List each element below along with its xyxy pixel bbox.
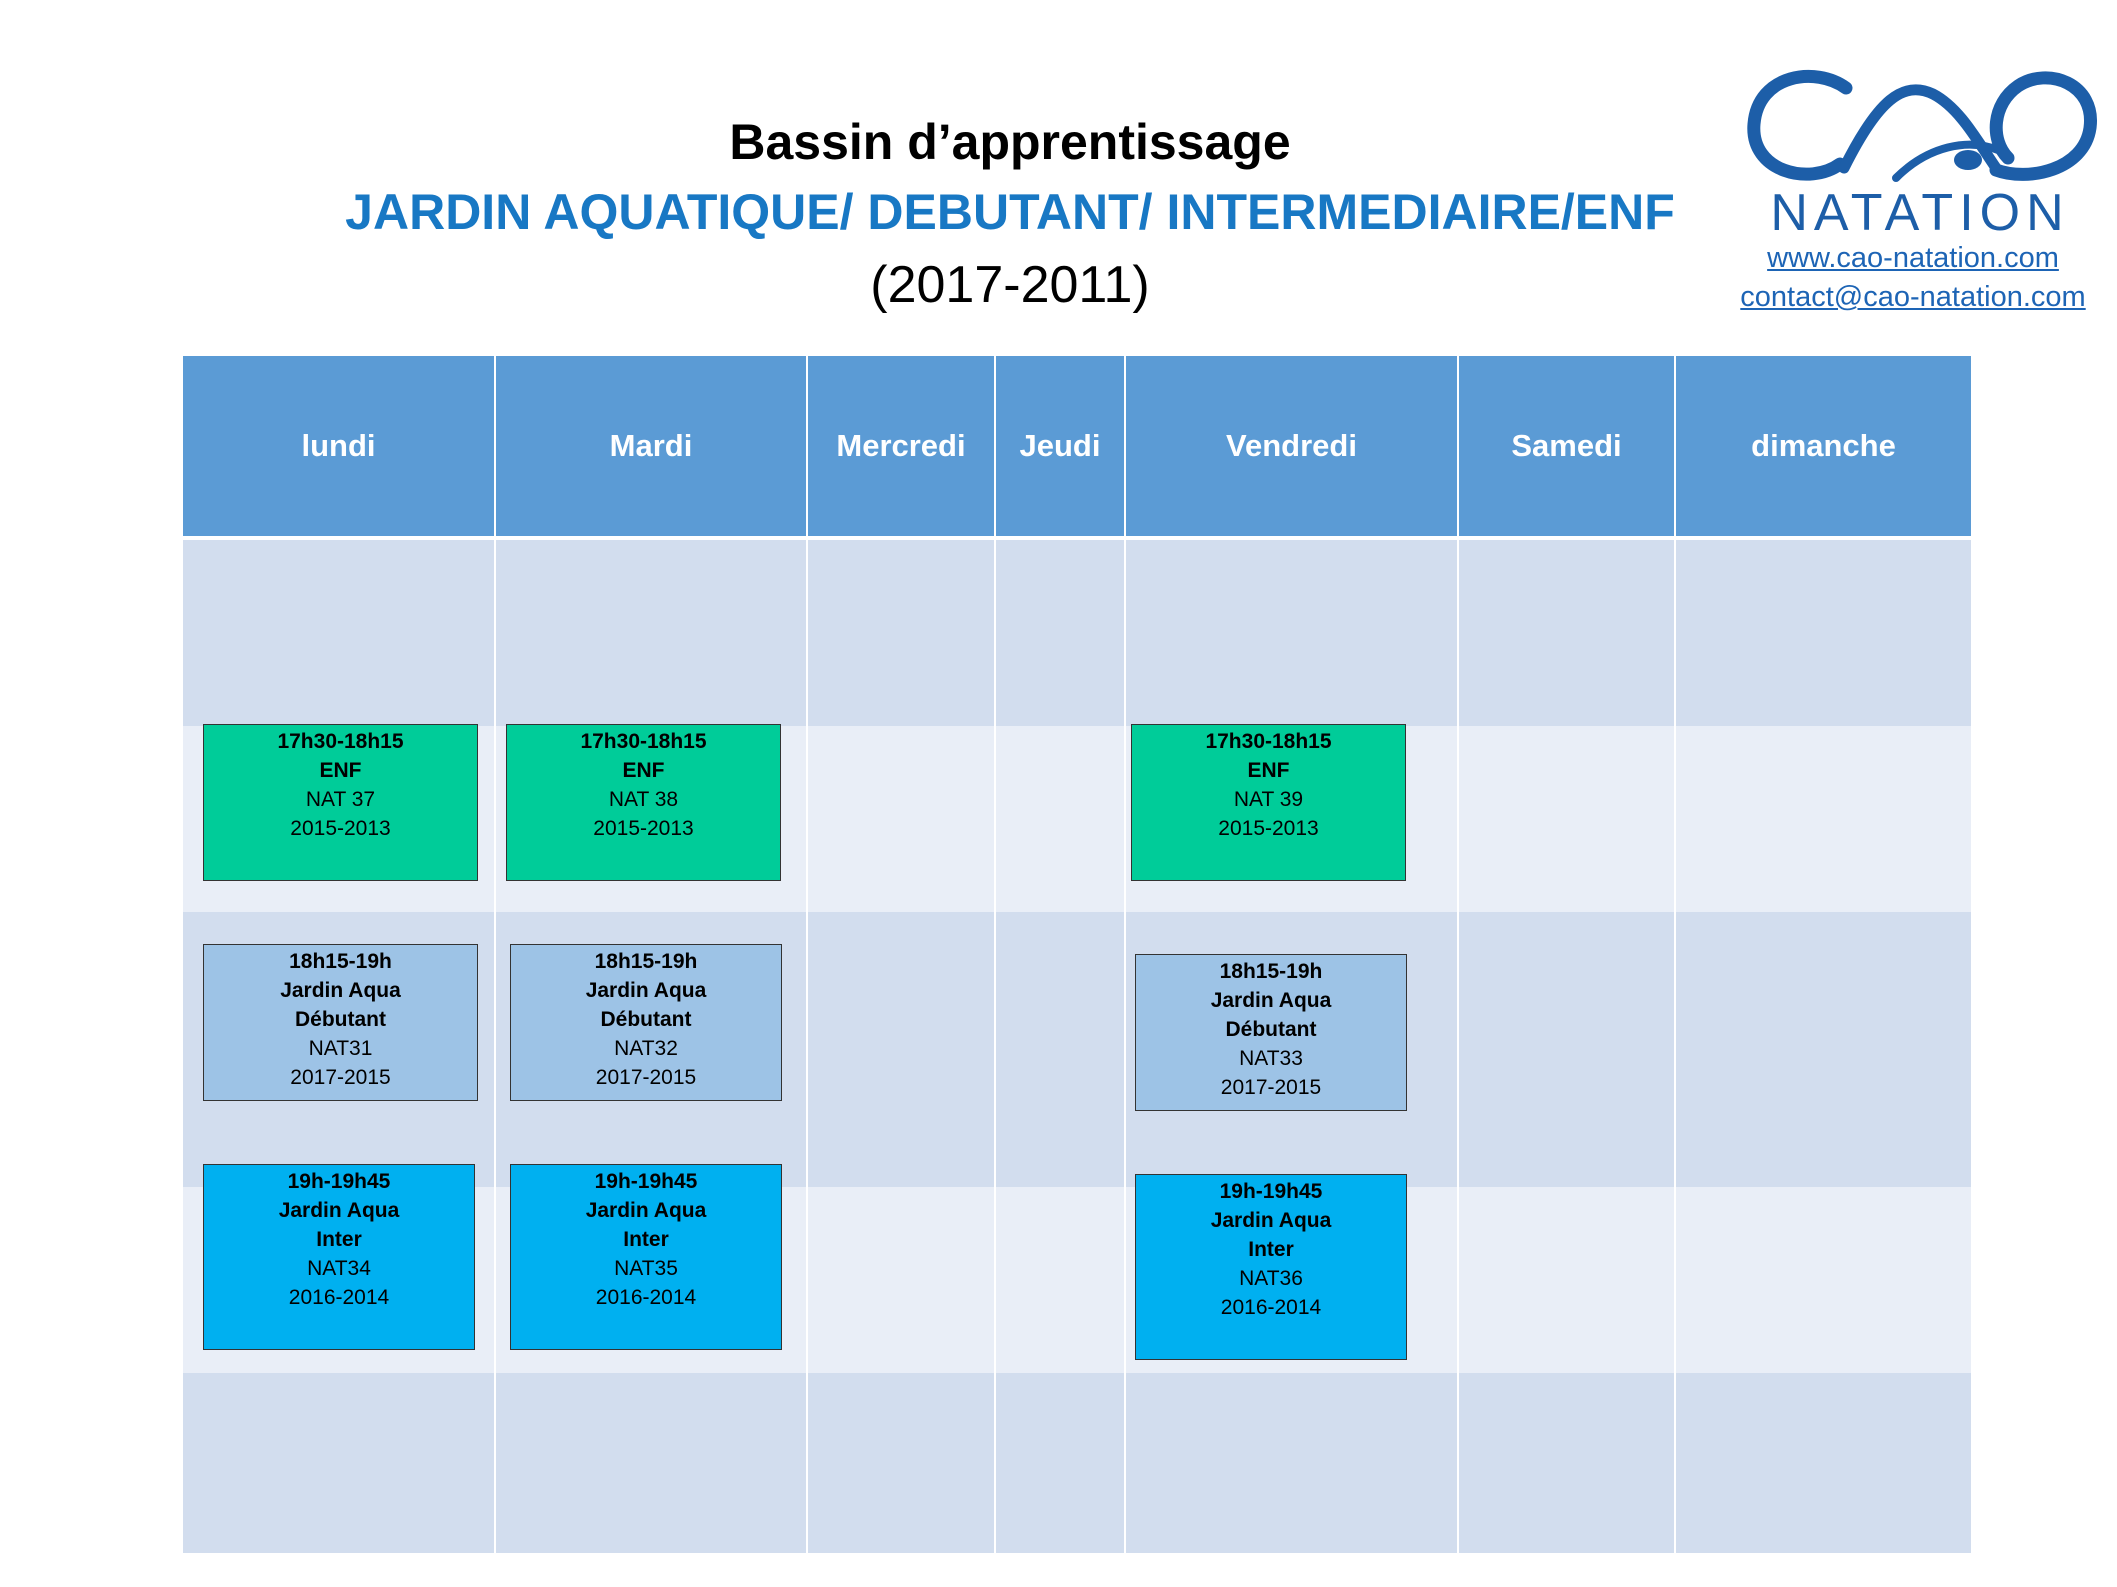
column-divider: [1124, 540, 1126, 1553]
column-divider: [806, 540, 808, 1553]
class-code: NAT 37: [305, 788, 376, 811]
class-level: Inter: [1248, 1238, 1294, 1261]
class-level: Débutant: [1225, 1018, 1317, 1041]
class-years: 2015-2013: [1218, 817, 1319, 840]
class-level: Débutant: [600, 1008, 692, 1031]
column-divider: [994, 540, 996, 1553]
email-link[interactable]: contact@cao-natation.com: [1740, 281, 2086, 313]
table-row: [183, 1373, 1971, 1553]
class-code: NAT34: [307, 1257, 371, 1280]
cao-logo-icon: [1728, 60, 2117, 240]
column-divider: [1674, 540, 1676, 1553]
class-code: NAT33: [1239, 1047, 1303, 1070]
class-group: Jardin Aqua: [585, 979, 707, 1002]
class-level: Inter: [316, 1228, 362, 1251]
class-time: 17h30-18h15: [580, 730, 707, 753]
class-time: 19h-19h45: [1219, 1180, 1323, 1203]
class-card-nat36[interactable]: [1135, 1174, 1407, 1360]
class-card-nat32[interactable]: [510, 944, 782, 1101]
website-link[interactable]: www.cao-natation.com: [1767, 242, 2059, 274]
class-group: Jardin Aqua: [1210, 989, 1332, 1012]
class-years: 2016-2014: [595, 1286, 697, 1309]
header-vendredi: Vendredi: [1126, 356, 1459, 536]
class-group: Jardin Aqua: [278, 1199, 400, 1222]
class-level: Inter: [623, 1228, 669, 1251]
page-years: (2017-2011): [870, 256, 1150, 314]
class-code: NAT32: [614, 1037, 678, 1060]
class-card-nat37[interactable]: [203, 724, 478, 881]
class-group: Jardin Aqua: [1210, 1209, 1332, 1232]
class-card-nat33[interactable]: [1135, 954, 1407, 1111]
class-code: NAT36: [1239, 1267, 1303, 1290]
cao-natation-logo: [1728, 60, 2117, 260]
page-subtitle: JARDIN AQUATIQUE/ DEBUTANT/ INTERMEDIAIRE/ENF: [345, 184, 1675, 240]
class-time: 17h30-18h15: [277, 730, 404, 753]
class-code: NAT31: [308, 1037, 373, 1060]
table-row: [183, 540, 1971, 726]
page-header: [300, 108, 1720, 322]
table-header-row: [183, 356, 1971, 540]
class-code: NAT 39: [1233, 788, 1304, 811]
class-card-nat39[interactable]: [1131, 724, 1406, 881]
svg-text:NATATION: NATATION: [1770, 184, 2070, 240]
class-years: 2016-2014: [288, 1286, 390, 1309]
class-years: 2015-2013: [290, 817, 391, 840]
header-mercredi: Mercredi: [808, 356, 996, 536]
class-years: 2017-2015: [1220, 1076, 1322, 1099]
header-mardi: Mardi: [496, 356, 808, 536]
column-divider: [1457, 540, 1459, 1553]
class-level: Débutant: [295, 1008, 386, 1031]
class-years: 2016-2014: [1220, 1296, 1322, 1319]
class-time: 19h-19h45: [594, 1170, 698, 1193]
class-card-nat34[interactable]: [203, 1164, 475, 1350]
class-group: Jardin Aqua: [585, 1199, 707, 1222]
class-time: 19h-19h45: [287, 1170, 391, 1193]
class-time: 18h15-19h: [289, 950, 392, 973]
header-lundi: lundi: [183, 356, 496, 536]
weekly-schedule-table: [183, 356, 1971, 1553]
class-level: ENF: [622, 759, 665, 782]
class-level: ENF: [1247, 759, 1290, 782]
class-years: 2017-2015: [595, 1066, 697, 1089]
class-level: ENF: [319, 759, 362, 782]
class-code: NAT35: [614, 1257, 678, 1280]
header-samedi: Samedi: [1459, 356, 1676, 536]
class-group: Jardin Aqua: [280, 979, 401, 1002]
class-time: 18h15-19h: [1219, 960, 1323, 983]
page-title: Bassin d’apprentissage: [729, 114, 1291, 170]
class-time: 18h15-19h: [594, 950, 698, 973]
column-divider: [494, 540, 496, 1553]
class-years: 2015-2013: [593, 817, 694, 840]
class-code: NAT 38: [608, 788, 679, 811]
class-years: 2017-2015: [290, 1066, 391, 1089]
header-dimanche: dimanche: [1751, 428, 1896, 463]
class-card-nat31[interactable]: [203, 944, 478, 1101]
class-time: 17h30-18h15: [1205, 730, 1332, 753]
class-card-nat35[interactable]: [510, 1164, 782, 1350]
header-jeudi: Jeudi: [996, 356, 1126, 536]
class-card-nat38[interactable]: [506, 724, 781, 881]
